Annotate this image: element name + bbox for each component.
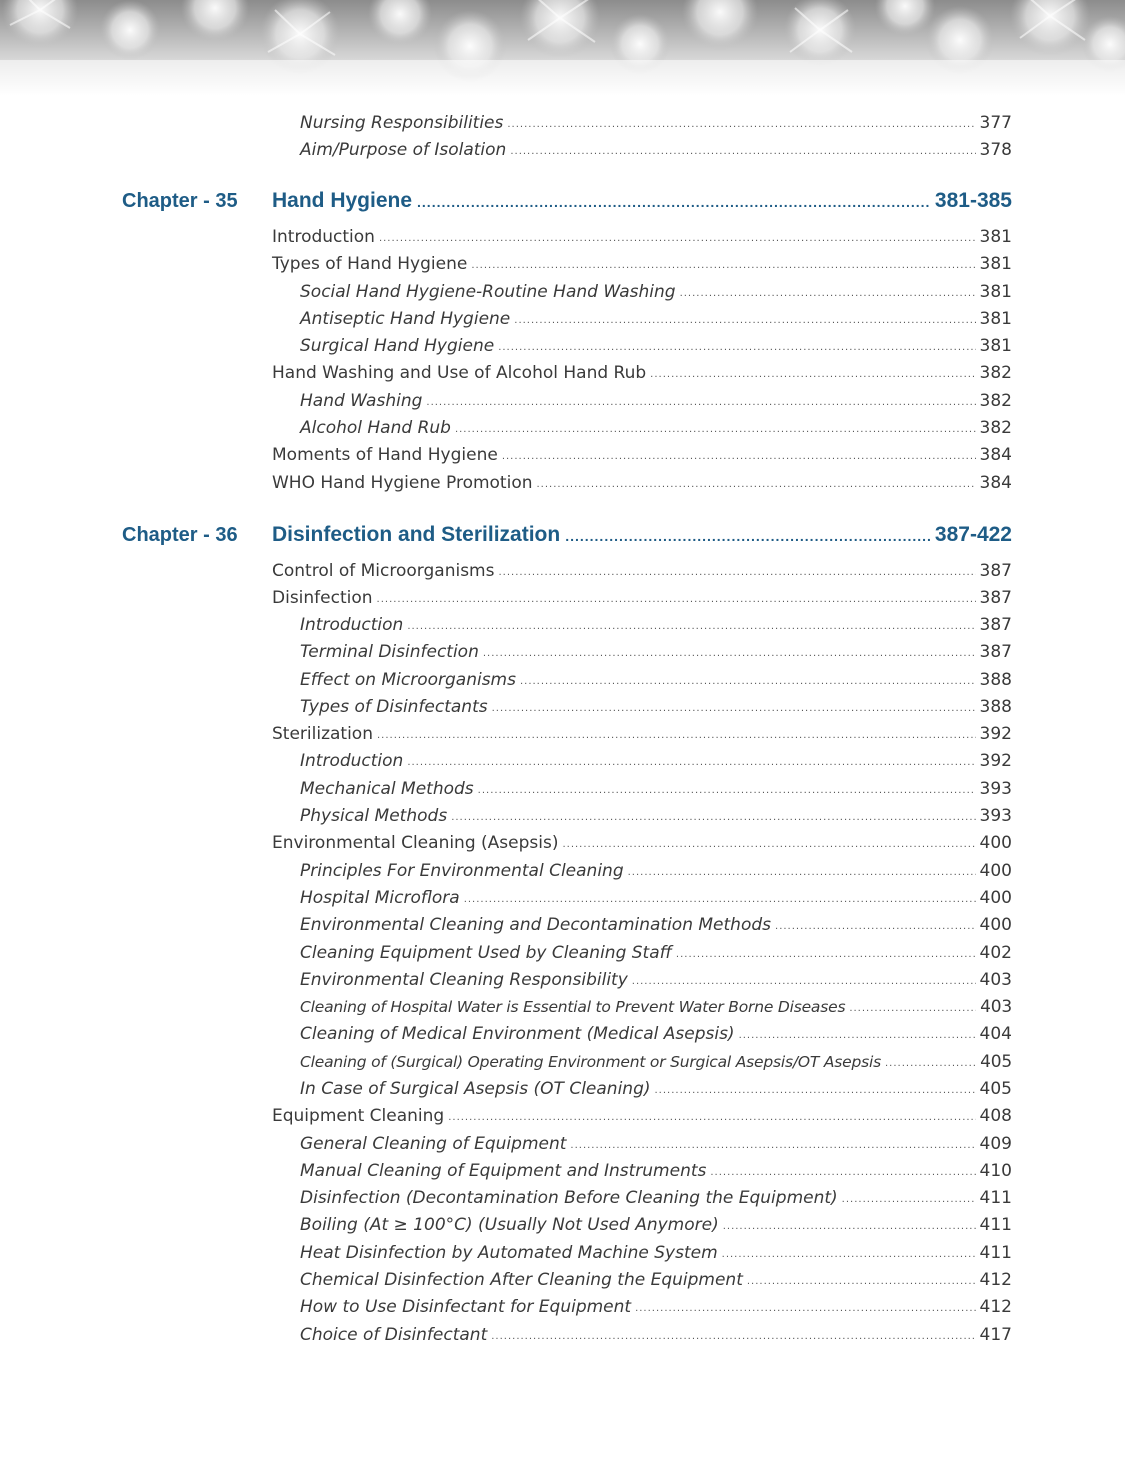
dot-leader: [417, 188, 930, 216]
entry-page: 393: [979, 779, 1012, 799]
entry-page: 400: [979, 833, 1012, 853]
dot-leader: [632, 969, 976, 995]
dot-leader: [842, 1187, 976, 1213]
toc-entry[interactable]: [300, 694, 1012, 720]
chapter-title: Disinfection and Sterilization: [272, 523, 561, 546]
entry-page: 405: [980, 1052, 1012, 1072]
entry-title: Effect on Microorganisms: [300, 670, 516, 690]
toc-entry[interactable]: [272, 251, 1012, 277]
entry-page: 403: [980, 997, 1012, 1017]
entry-page: 387: [979, 588, 1012, 608]
entry-page: 412: [979, 1297, 1012, 1317]
dot-leader: [537, 472, 976, 498]
toc-entry[interactable]: [272, 830, 1012, 856]
toc-entry[interactable]: [272, 558, 1012, 584]
dot-leader: [407, 750, 975, 776]
toc-entry[interactable]: [272, 360, 1012, 386]
dot-leader: [722, 1242, 976, 1268]
entry-page: 410: [979, 1161, 1012, 1181]
entry-title: Types of Hand Hygiene: [272, 254, 468, 274]
entry-page: 387: [979, 615, 1012, 635]
toc-entry[interactable]: [300, 1076, 1012, 1102]
dot-leader: [471, 253, 975, 279]
entry-title: Hand Washing: [300, 391, 423, 411]
entry-title: Chemical Disinfection After Cleaning the Equipment: [300, 1270, 743, 1290]
entry-title: Surgical Hand Hygiene: [300, 336, 495, 356]
entry-title: Environmental Cleaning and Decontamination Methods: [300, 915, 772, 935]
toc-entry[interactable]: [300, 1212, 1012, 1238]
entry-title: In Case of Surgical Asepsis (OT Cleaning): [300, 1079, 651, 1099]
dot-leader: [680, 281, 976, 307]
dot-leader: [502, 444, 976, 470]
dot-leader: [379, 226, 976, 252]
entry-page: 381: [979, 309, 1012, 329]
entry-page: 388: [979, 670, 1012, 690]
toc-entry[interactable]: [300, 1185, 1012, 1211]
entry-title: Choice of Disinfectant: [300, 1325, 488, 1345]
chapter-pages: 387-422: [934, 523, 1012, 546]
dot-leader: [885, 1051, 976, 1077]
entry-page: 387: [979, 642, 1012, 662]
toc-entry[interactable]: [300, 1240, 1012, 1266]
dot-leader: [478, 778, 976, 804]
toc-entry[interactable]: [300, 279, 1012, 305]
entry-title: How to Use Disinfectant for Equipment: [300, 1297, 632, 1317]
dot-leader: [520, 669, 976, 695]
entry-title: Moments of Hand Hygiene: [272, 445, 498, 465]
dot-leader: [570, 1133, 975, 1159]
entry-title: Social Hand Hygiene-Routine Hand Washing: [300, 282, 676, 302]
dot-leader: [451, 805, 975, 831]
entry-title: Principles For Environmental Cleaning: [300, 861, 624, 881]
entry-page: 392: [979, 724, 1012, 744]
entry-title: Terminal Disinfection: [300, 642, 479, 662]
toc-entry[interactable]: [300, 967, 1012, 993]
entry-page: 382: [979, 391, 1012, 411]
entry-page: 417: [979, 1325, 1012, 1345]
toc-entry[interactable]: [300, 803, 1012, 829]
entry-title: Nursing Responsibilities: [300, 113, 504, 133]
entry-page: 412: [979, 1270, 1012, 1290]
dot-leader: [635, 1296, 975, 1322]
dot-leader: [498, 560, 975, 586]
entry-title: Mechanical Methods: [300, 779, 474, 799]
dot-leader: [507, 112, 975, 138]
entry-page: 405: [979, 1079, 1012, 1099]
toc-entry[interactable]: [300, 1322, 1012, 1348]
dot-leader: [739, 1023, 976, 1049]
entry-title: General Cleaning of Equipment: [300, 1134, 567, 1154]
entry-page: 408: [979, 1106, 1012, 1126]
dot-leader: [483, 641, 976, 667]
entry-page: 400: [979, 888, 1012, 908]
dot-leader: [565, 522, 930, 550]
entry-title: Aim/Purpose of Isolation: [300, 140, 507, 160]
toc-entry[interactable]: [272, 224, 1012, 250]
toc-entry[interactable]: [300, 1049, 1012, 1075]
entry-page: 403: [979, 970, 1012, 990]
toc-entry[interactable]: [300, 137, 1012, 163]
entry-page: 392: [979, 751, 1012, 771]
flower-banner-icon: [0, 0, 1125, 96]
toc-entry[interactable]: [272, 442, 1012, 468]
dot-leader: [455, 417, 976, 443]
entry-title: Introduction: [300, 751, 404, 771]
entry-title: Boiling (At ≥ 100°C) (Usually Not Used Anymore): [300, 1215, 719, 1235]
toc-entry[interactable]: [300, 994, 1012, 1020]
toc-entry[interactable]: [300, 1131, 1012, 1157]
entry-title: Alcohol Hand Rub: [300, 418, 451, 438]
entry-title: Cleaning of Medical Environment (Medical Asepsis): [300, 1024, 735, 1044]
entry-page: 402: [979, 943, 1012, 963]
entry-title: Environmental Cleaning Responsibility: [300, 970, 628, 990]
dot-leader: [377, 723, 976, 749]
dot-leader: [710, 1160, 975, 1186]
entry-page: 393: [979, 806, 1012, 826]
entry-page: 378: [979, 140, 1012, 160]
toc-entry[interactable]: [300, 667, 1012, 693]
toc-entry[interactable]: [272, 585, 1012, 611]
entry-title: Disinfection: [272, 588, 373, 608]
decorative-banner: [0, 0, 1125, 96]
toc-entry[interactable]: [300, 940, 1012, 966]
entry-page: 381: [979, 282, 1012, 302]
dot-leader: [407, 614, 975, 640]
toc-entry[interactable]: [272, 721, 1012, 747]
entry-page: 411: [979, 1188, 1012, 1208]
entry-page: 411: [979, 1215, 1012, 1235]
toc-entry[interactable]: [300, 885, 1012, 911]
dot-leader: [723, 1214, 976, 1240]
entry-title: Physical Methods: [300, 806, 448, 826]
entry-title: Disinfection (Decontamination Before Cleaning the Equipment): [300, 1188, 838, 1208]
toc-entry[interactable]: [272, 1103, 1012, 1129]
chapter-label: Chapter - 36: [122, 524, 238, 546]
entry-title: Environmental Cleaning (Asepsis): [272, 833, 559, 853]
entry-page: 411: [979, 1243, 1012, 1263]
dot-leader: [510, 139, 975, 165]
dot-leader: [377, 587, 976, 613]
dot-leader: [849, 996, 976, 1022]
toc-entry[interactable]: [300, 388, 1012, 414]
entry-page: 388: [979, 697, 1012, 717]
toc-entry[interactable]: [300, 612, 1012, 638]
dot-leader: [514, 308, 975, 334]
dot-leader: [747, 1269, 976, 1295]
toc-entry[interactable]: [300, 912, 1012, 938]
chapter-heading[interactable]: [272, 187, 1012, 215]
toc-entry[interactable]: [300, 858, 1012, 884]
toc-entry[interactable]: [300, 415, 1012, 441]
dot-leader: [628, 860, 976, 886]
dot-leader: [775, 914, 976, 940]
entry-page: 377: [979, 113, 1012, 133]
dot-leader: [562, 832, 975, 858]
chapter-title: Hand Hygiene: [272, 189, 413, 212]
toc-entry[interactable]: [272, 470, 1012, 496]
toc-entry[interactable]: [300, 1158, 1012, 1184]
toc-entry[interactable]: [300, 333, 1012, 359]
entry-page: 384: [979, 445, 1012, 465]
dot-leader: [491, 1324, 975, 1350]
toc-entry[interactable]: [300, 1021, 1012, 1047]
toc-entry[interactable]: [300, 1267, 1012, 1293]
entry-title: Cleaning of Hospital Water is Essential to Prevent Water Borne Diseases: [300, 998, 846, 1016]
entry-page: 384: [979, 473, 1012, 493]
entry-title: Control of Microorganisms: [272, 561, 495, 581]
chapter-heading[interactable]: [272, 521, 1012, 549]
toc-entry[interactable]: [300, 110, 1012, 136]
dot-leader: [650, 362, 975, 388]
entry-page: 381: [979, 227, 1012, 247]
dot-leader: [464, 887, 976, 913]
entry-page: 400: [979, 861, 1012, 881]
entry-page: 400: [979, 915, 1012, 935]
toc-entry[interactable]: [300, 1294, 1012, 1320]
entry-title: Hospital Microflora: [300, 888, 460, 908]
chapter-label: Chapter - 35: [122, 190, 238, 212]
entry-title: Antiseptic Hand Hygiene: [300, 309, 511, 329]
entry-title: Cleaning Equipment Used by Cleaning Staff: [300, 943, 672, 963]
entry-title: Sterilization: [272, 724, 373, 744]
entry-title: Introduction: [300, 615, 404, 635]
entry-page: 404: [979, 1024, 1012, 1044]
toc-entry[interactable]: [300, 306, 1012, 332]
entry-title: Introduction: [272, 227, 375, 247]
entry-title: Types of Disinfectants: [300, 697, 488, 717]
toc-entry[interactable]: [300, 748, 1012, 774]
dot-leader: [426, 390, 975, 416]
entry-page: 382: [979, 418, 1012, 438]
toc-entry[interactable]: [300, 776, 1012, 802]
entry-page: 382: [979, 363, 1012, 383]
entry-title: Heat Disinfection by Automated Machine System: [300, 1243, 718, 1263]
entry-page: 387: [979, 561, 1012, 581]
dot-leader: [498, 335, 975, 361]
entry-page: 381: [979, 336, 1012, 356]
dot-leader: [655, 1078, 976, 1104]
entry-title: Cleaning of (Surgical) Operating Environment or Surgical Asepsis/OT Asepsis: [300, 1053, 881, 1071]
entry-title: Equipment Cleaning: [272, 1106, 445, 1126]
entry-title: WHO Hand Hygiene Promotion: [272, 473, 533, 493]
entry-title: Manual Cleaning of Equipment and Instruments: [300, 1161, 707, 1181]
dot-leader: [492, 696, 976, 722]
dot-leader: [448, 1105, 975, 1131]
chapter-pages: 381-385: [934, 189, 1012, 212]
dot-leader: [676, 942, 976, 968]
entry-page: 381: [979, 254, 1012, 274]
entry-title: Hand Washing and Use of Alcohol Hand Rub: [272, 363, 647, 383]
entry-page: 409: [979, 1134, 1012, 1154]
toc-entry[interactable]: [300, 639, 1012, 665]
